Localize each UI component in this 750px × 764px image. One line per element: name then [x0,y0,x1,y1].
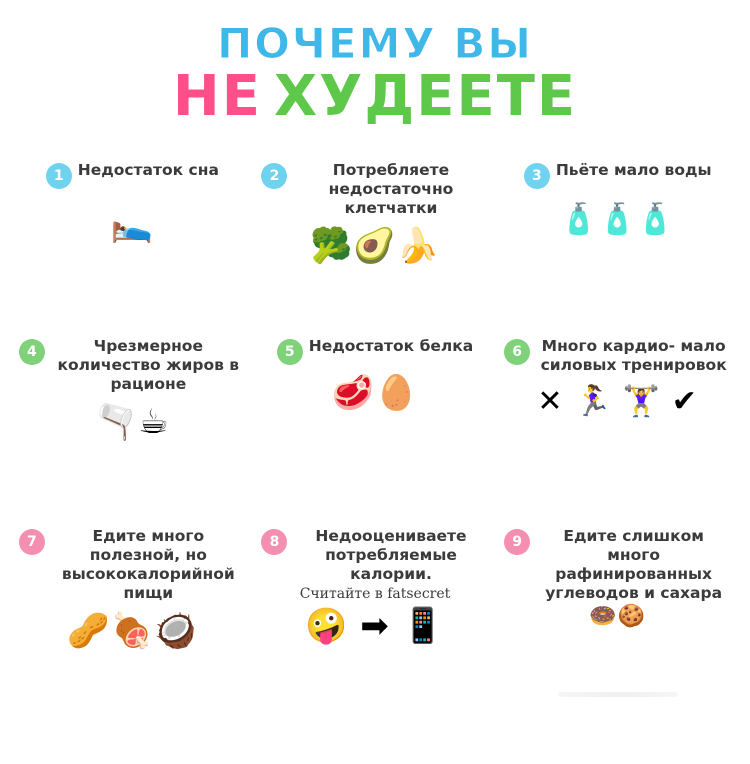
tip-6-text: Много кардио- мало силовых тренировок [540,336,727,374]
tip-3-number-badge: 3 [524,163,550,189]
tip-card-7 [14,519,251,709]
cardio-vs-strength-illustration: ✕ 🏃‍♀️ 🏋️‍♀️ ✔ [537,383,698,419]
tip-7-header [18,527,247,603]
tip-card-1 [14,153,251,329]
water-bottles-illustration: 🧴🧴🧴 [560,201,676,237]
tip-card-3 [499,153,736,329]
tip-5-header [261,337,490,365]
title-line-2 [0,64,750,130]
title-rest-word: ХУДЕЕТЕ [273,64,578,130]
tip-card-2 [257,153,494,329]
tip-4-number-badge: 4 [19,339,45,365]
tip-card-6 [499,329,736,519]
tip-9-header [503,527,732,603]
title-line-1: ПОЧЕМУ ВЫ [217,19,533,68]
tip-card-8 [257,519,494,709]
tip-card-4 [14,329,251,519]
tip-8-number-badge: 8 [261,529,287,555]
tip-9-text: Едите слишком много рафинированных углеводов и сахара [545,526,723,602]
tip-6-header [503,337,732,375]
decorative-divider [558,692,678,697]
meat-and-egg-illustration: 🥩🥚 [331,372,419,413]
tip-3-header [503,161,732,189]
tip-8-header [261,527,490,584]
sleeping-person-illustration: 🛌 [110,204,154,245]
tip-6-number-badge: 6 [504,339,530,365]
tip-card-9 [499,519,736,709]
poster-title [0,0,750,130]
tip-5-text: Недостаток белка [308,336,474,355]
tip-1-text: Недостаток сна [77,160,219,179]
tip-7-number-badge: 7 [19,529,45,555]
tip-card-5 [257,329,494,519]
tip-8-text: Недооцениваете потребляемые калории. [315,526,467,583]
tip-7-text: Едите много полезной, но высококалорийной пищи [61,526,235,602]
fiber-foods-illustration: 🥦🥑🍌 [309,225,440,266]
tip-9-number-badge: 9 [504,529,530,555]
high-calorie-healthy-food-illustration: 🥜🍖🥥 [67,610,198,651]
title-highlight-word: НЕ [172,64,262,130]
refined-carbs-illustration: 🍩🍪 [589,603,647,629]
tips-grid [0,153,750,709]
tip-1-number-badge: 1 [46,163,72,189]
tip-1-header [18,161,247,189]
tip-4-text: Чрезмерное количество жиров в рационе [57,336,240,393]
calorie-counting-app-illustration: 🤪 ➡ 📱 [305,605,445,646]
oil-and-butter-illustration: 🫗☕ [94,401,170,442]
tip-5-number-badge: 5 [277,339,303,365]
tip-2-number-badge: 2 [261,163,287,189]
tip-2-text: Потребляете недостаточно клетчатки [328,160,454,217]
tip-3-text: Пьёте мало воды [555,160,712,179]
tip-4-header [18,337,247,394]
tip-2-header [261,161,490,218]
tip-8-subtext: Считайте в fatsecret [299,585,451,602]
